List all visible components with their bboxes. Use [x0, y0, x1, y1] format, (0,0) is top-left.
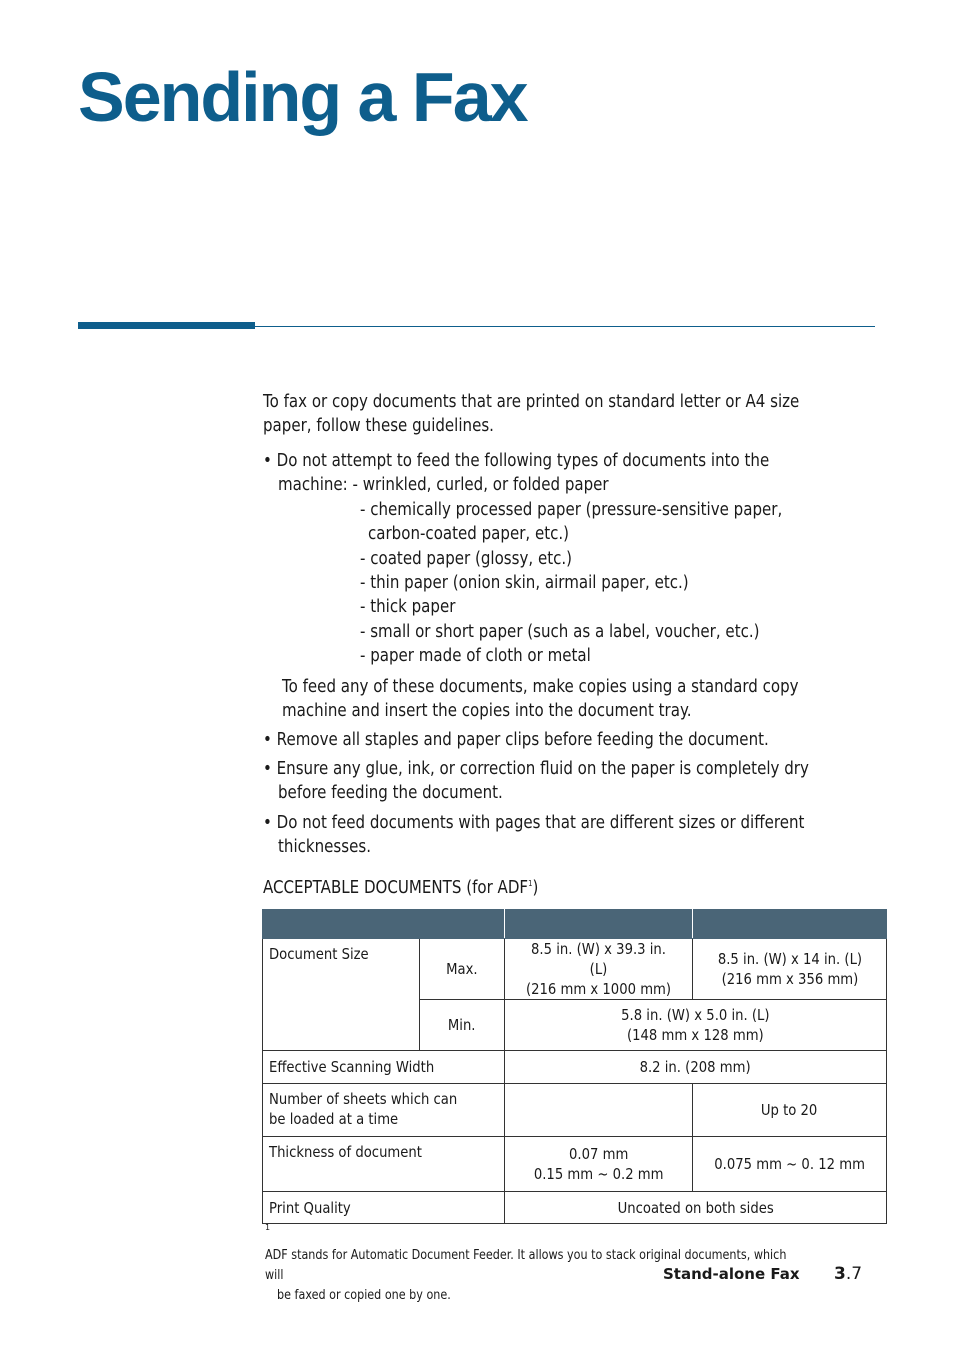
footnote-line: be faxed or copied one by one.	[277, 1288, 451, 1304]
list-item: - paper made of cloth or metal	[360, 646, 591, 666]
footnote-line: ADF stands for Automatic Document Feeder. It allows you to stack original documents, which will	[265, 1248, 787, 1284]
table-header-row	[263, 910, 887, 939]
table-cell: Thickness of document	[263, 1137, 505, 1192]
acceptable-documents-table	[262, 909, 887, 1224]
title-rule-thin	[255, 326, 875, 327]
table-cell	[505, 1084, 693, 1137]
note-line: To feed any of these documents, make copies using a standard copy	[282, 677, 799, 697]
table-cell: Effective Scanning Width	[263, 1051, 505, 1084]
table-cell: 8.2 in. (208 mm)	[505, 1051, 887, 1084]
table-title: ACCEPTABLE DOCUMENTS (for ADF$^1$)	[263, 878, 539, 898]
table-header-cell	[693, 910, 887, 939]
table-cell: 8.5 in. (W) x 39.3 in. (L) (216 mm x 1000 mm)	[505, 939, 693, 1000]
table-cell: Print Quality	[263, 1192, 505, 1224]
list-item: - coated paper (glossy, etc.)	[360, 549, 573, 569]
table-cell: Max.	[420, 939, 505, 1000]
bullet-line: • Ensure any glue, ink, or correction fluid on the paper is completely dry	[263, 759, 809, 779]
footnote-marker: 1	[265, 1223, 271, 1232]
bullet-line: machine: - wrinkled, curled, or folded paper	[278, 475, 609, 495]
note-line: machine and insert the copies into the document tray.	[282, 701, 692, 721]
bullet-line: • Do not feed documents with pages that are different sizes or different	[263, 813, 805, 833]
table-row	[263, 1051, 887, 1084]
bullet-line: • Remove all staples and paper clips before feeding the document.	[263, 730, 769, 750]
table-header-cell	[263, 910, 505, 939]
footer-page-number: 3.7	[834, 1264, 863, 1284]
table-cell: Min.	[420, 1000, 505, 1051]
footnote-ref: 1	[528, 879, 533, 889]
intro-line: To fax or copy documents that are printed on standard letter or A4 size	[263, 392, 800, 412]
table-row	[263, 939, 887, 1000]
table-cell: Up to 20	[693, 1084, 887, 1137]
bullet-line: • Do not attempt to feed the following types of documents into the	[263, 451, 770, 471]
list-item: carbon-coated paper, etc.)	[368, 524, 570, 544]
bullet-line: thicknesses.	[278, 837, 371, 857]
list-item: - thin paper (onion skin, airmail paper, etc.)	[360, 573, 689, 593]
footer-section-label: Stand-alone Fax	[663, 1265, 800, 1283]
table-row	[263, 1192, 887, 1224]
page-title: Sending a Fax	[78, 58, 527, 136]
bullet-line: before feeding the document.	[278, 783, 503, 803]
table-cell: 5.8 in. (W) x 5.0 in. (L) (148 mm x 128 mm)	[505, 1000, 887, 1051]
table-cell: Document Size	[263, 939, 420, 1051]
table-cell: Number of sheets which can be loaded at a time	[263, 1084, 505, 1137]
table-row	[263, 1084, 887, 1137]
table-header-cell	[505, 910, 693, 939]
intro-line: paper, follow these guidelines.	[263, 416, 494, 436]
list-item: - small or short paper (such as a label, voucher, etc.)	[360, 622, 760, 642]
table-row	[263, 1137, 887, 1192]
list-item: - chemically processed paper (pressure-sensitive paper,	[360, 500, 783, 520]
title-rule-thick	[78, 322, 255, 329]
table-cell: Uncoated on both sides	[505, 1192, 887, 1224]
table-cell: 8.5 in. (W) x 14 in. (L) (216 mm x 356 mm)	[693, 939, 887, 1000]
table-cell: 0.07 mm 0.15 mm ~ 0.2 mm	[505, 1137, 693, 1192]
list-item: - thick paper	[360, 597, 456, 617]
table-cell: 0.075 mm ~ 0. 12 mm	[693, 1137, 887, 1192]
